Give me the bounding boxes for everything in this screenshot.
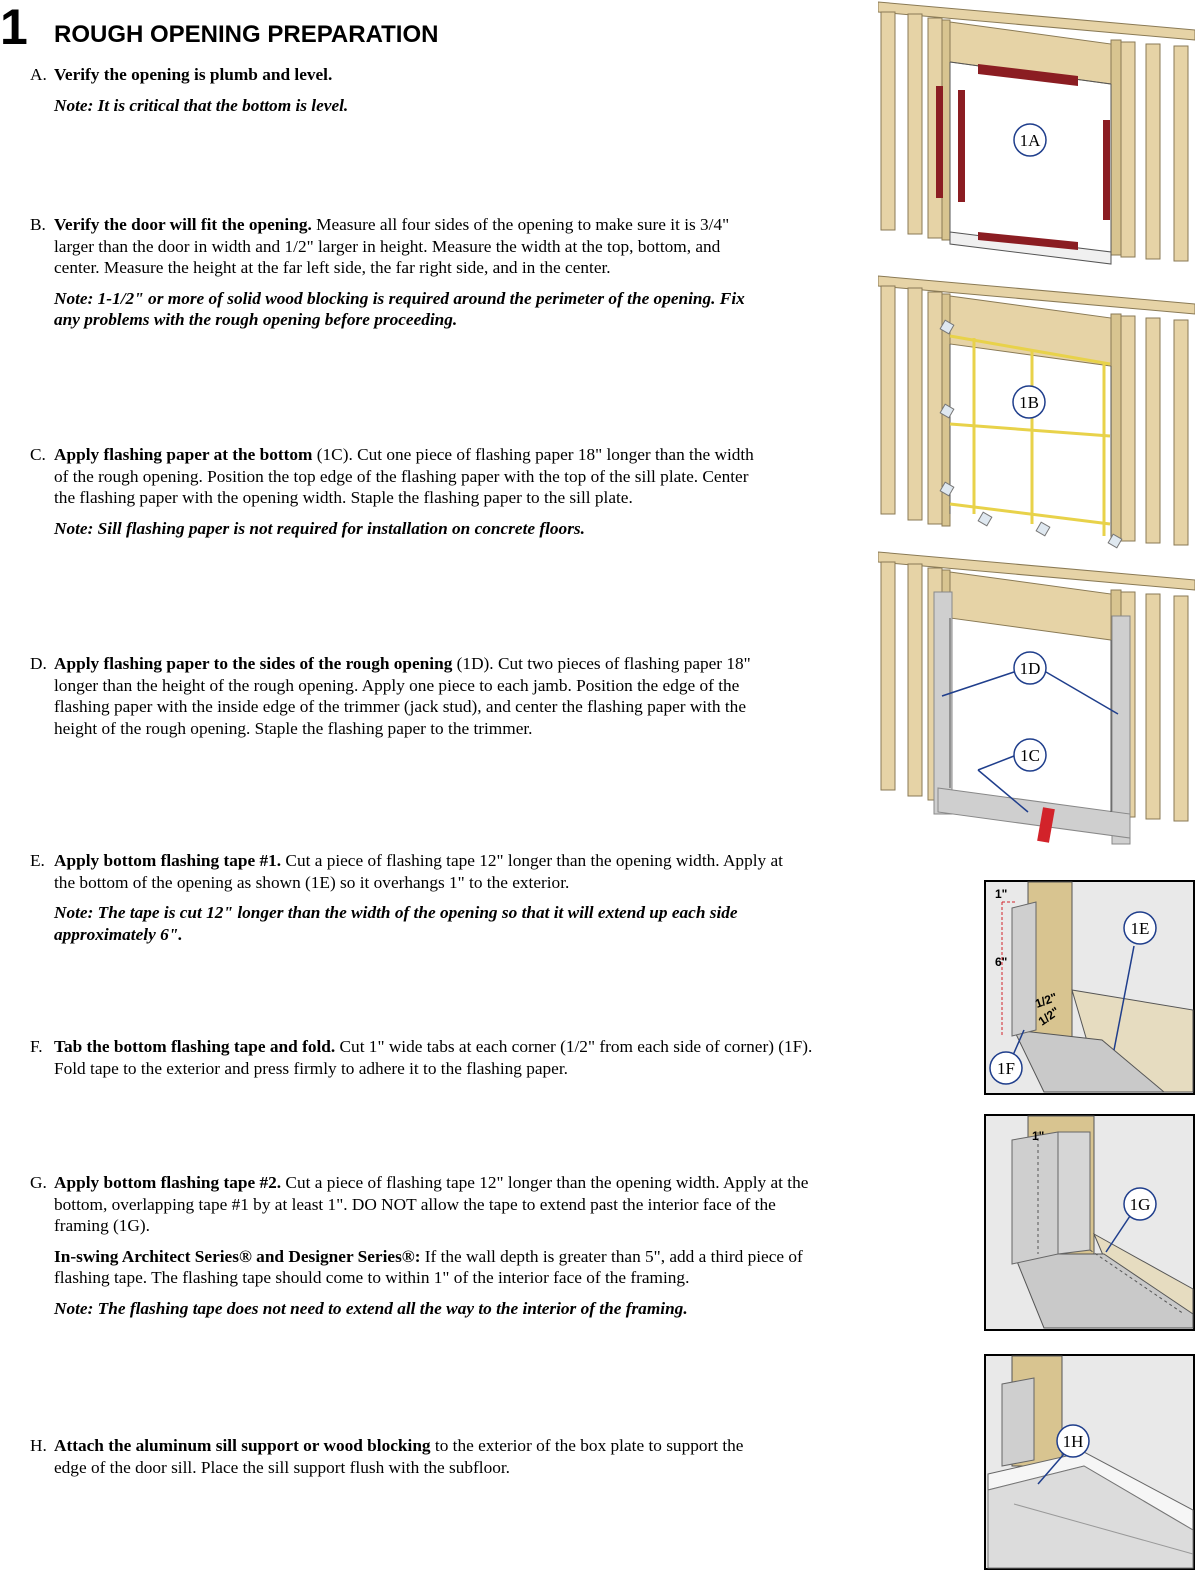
step-bold: Verify the opening is plumb and level. bbox=[54, 65, 333, 84]
step-bold: Attach the aluminum sill support or wood blocking bbox=[54, 1436, 431, 1455]
callout-label: 1G bbox=[1129, 1195, 1151, 1214]
callout-label: 1H bbox=[1062, 1432, 1084, 1451]
step-g bbox=[30, 1172, 820, 1328]
dim-label: 1" bbox=[1032, 1129, 1045, 1143]
step-text: (1D). Cut two pieces of flashing paper 18" longer than the height of the rough opening. Apply one piece to each jamb. Position the edge of the flashing paper with the inside edge of the trimmer (jack stud), and center the flashing paper with the height of the rough opening. Staple the flashing paper to the trimmer. bbox=[54, 654, 751, 738]
step-c bbox=[30, 444, 760, 548]
step-bold: Apply bottom flashing tape #1. bbox=[54, 851, 282, 870]
step-letter: G. bbox=[30, 1173, 47, 1192]
step-letter: B. bbox=[30, 215, 46, 234]
figure-1c-1d bbox=[878, 550, 1195, 850]
step-b bbox=[30, 214, 750, 340]
step-letter: A. bbox=[30, 65, 47, 84]
callout-label: 1B bbox=[1019, 393, 1039, 412]
step-e bbox=[30, 850, 800, 954]
step-a bbox=[30, 64, 820, 125]
step-bold: Apply bottom flashing tape #2. bbox=[54, 1173, 282, 1192]
step-note: Note: It is critical that the bottom is level. bbox=[54, 95, 349, 115]
step-note: Note: Sill flashing paper is not required for installation on concrete floors. bbox=[54, 518, 585, 538]
step-bold: Verify the door will fit the opening. bbox=[54, 215, 312, 234]
step-sub-bold: In-swing Architect Series® and Designer Series®: bbox=[54, 1246, 421, 1266]
step-number: 1 bbox=[0, 0, 26, 55]
dim-label: 6" bbox=[995, 955, 1008, 969]
step-letter: E. bbox=[30, 851, 45, 870]
step-note: Note: The tape is cut 12" longer than the width of the opening so that it will extend up each side approximately 6". bbox=[54, 903, 738, 944]
figure-1e-1f bbox=[984, 880, 1195, 1096]
callout-label: 1A bbox=[1019, 131, 1041, 150]
step-letter: H. bbox=[30, 1436, 47, 1455]
figure-1a bbox=[878, 0, 1195, 270]
step-f bbox=[30, 1036, 820, 1088]
step-note: Note: 1-1/2" or more of solid wood blocking is required around the perimeter of the opening. Fix any problems with the rough opening before proceeding. bbox=[54, 288, 745, 329]
step-text: Cut 1" wide tabs at each corner (1/2" from each side of corner) (1F). Fold tape to the exterior and press firmly to adhere it to the flashing paper. bbox=[54, 1037, 813, 1078]
step-text: Measure all four sides of the opening to make sure it is 3/4" larger than the door in width and 1/2" larger in height. Measure the width at the top, bottom, and center. Measure the height at the far left side, the far right side, and in the center. bbox=[54, 215, 730, 277]
dim-label: 1" bbox=[995, 887, 1008, 901]
callout-label: 1C bbox=[1020, 746, 1040, 765]
step-bold: Apply flashing paper to the sides of the rough opening bbox=[54, 654, 453, 673]
step-text: Cut a piece of flashing tape 12" longer than the opening width. Apply at the bottom of the opening as shown (1E) so it overhangs 1" to the exterior. bbox=[54, 851, 783, 892]
step-text: Cut a piece of flashing tape 12" longer than the opening width. Apply at the bottom, overlapping tape #1 by at least 1". DO NOT allow the tape to extend past the interior face of the framing (1G). bbox=[54, 1173, 809, 1235]
dim-label: 1/2" bbox=[1033, 990, 1060, 1011]
step-note: Note: The flashing tape does not need to extend all the way to the interior of the framing. bbox=[54, 1298, 688, 1318]
step-d bbox=[30, 653, 760, 748]
step-letter: C. bbox=[30, 445, 46, 464]
callout-label: 1D bbox=[1019, 659, 1041, 678]
dim-label: 1/2" bbox=[1035, 1004, 1063, 1029]
step-letter: F. bbox=[30, 1037, 43, 1056]
step-letter: D. bbox=[30, 654, 47, 673]
figure-1h bbox=[984, 1354, 1195, 1571]
step-text: to the exterior of the box plate to support the edge of the door sill. Place the sill support flush with the subfloor. bbox=[54, 1436, 744, 1477]
step-bold: Tab the bottom flashing tape and fold. bbox=[54, 1037, 336, 1056]
callout-label: 1E bbox=[1130, 919, 1150, 938]
step-bold: Apply flashing paper at the bottom bbox=[54, 445, 313, 464]
figure-1g bbox=[984, 1114, 1195, 1332]
figure-1b bbox=[878, 274, 1195, 559]
callout-label: 1F bbox=[997, 1059, 1015, 1078]
step-h bbox=[30, 1435, 760, 1487]
step-text: (1C). Cut one piece of flashing paper 18" longer than the width of the rough opening. Position the top edge of the flashing paper with the top of the sill plate. Center the flashing paper with the opening width. Staple the flashing paper to the sill plate. bbox=[54, 445, 754, 507]
step-sub-text: If the wall depth is greater than 5", add a third piece of flashing tape. The flashing tape should come to within 1" of the interior face of the framing. bbox=[54, 1246, 803, 1287]
page-title: ROUGH OPENING PREPARATION bbox=[54, 21, 439, 48]
